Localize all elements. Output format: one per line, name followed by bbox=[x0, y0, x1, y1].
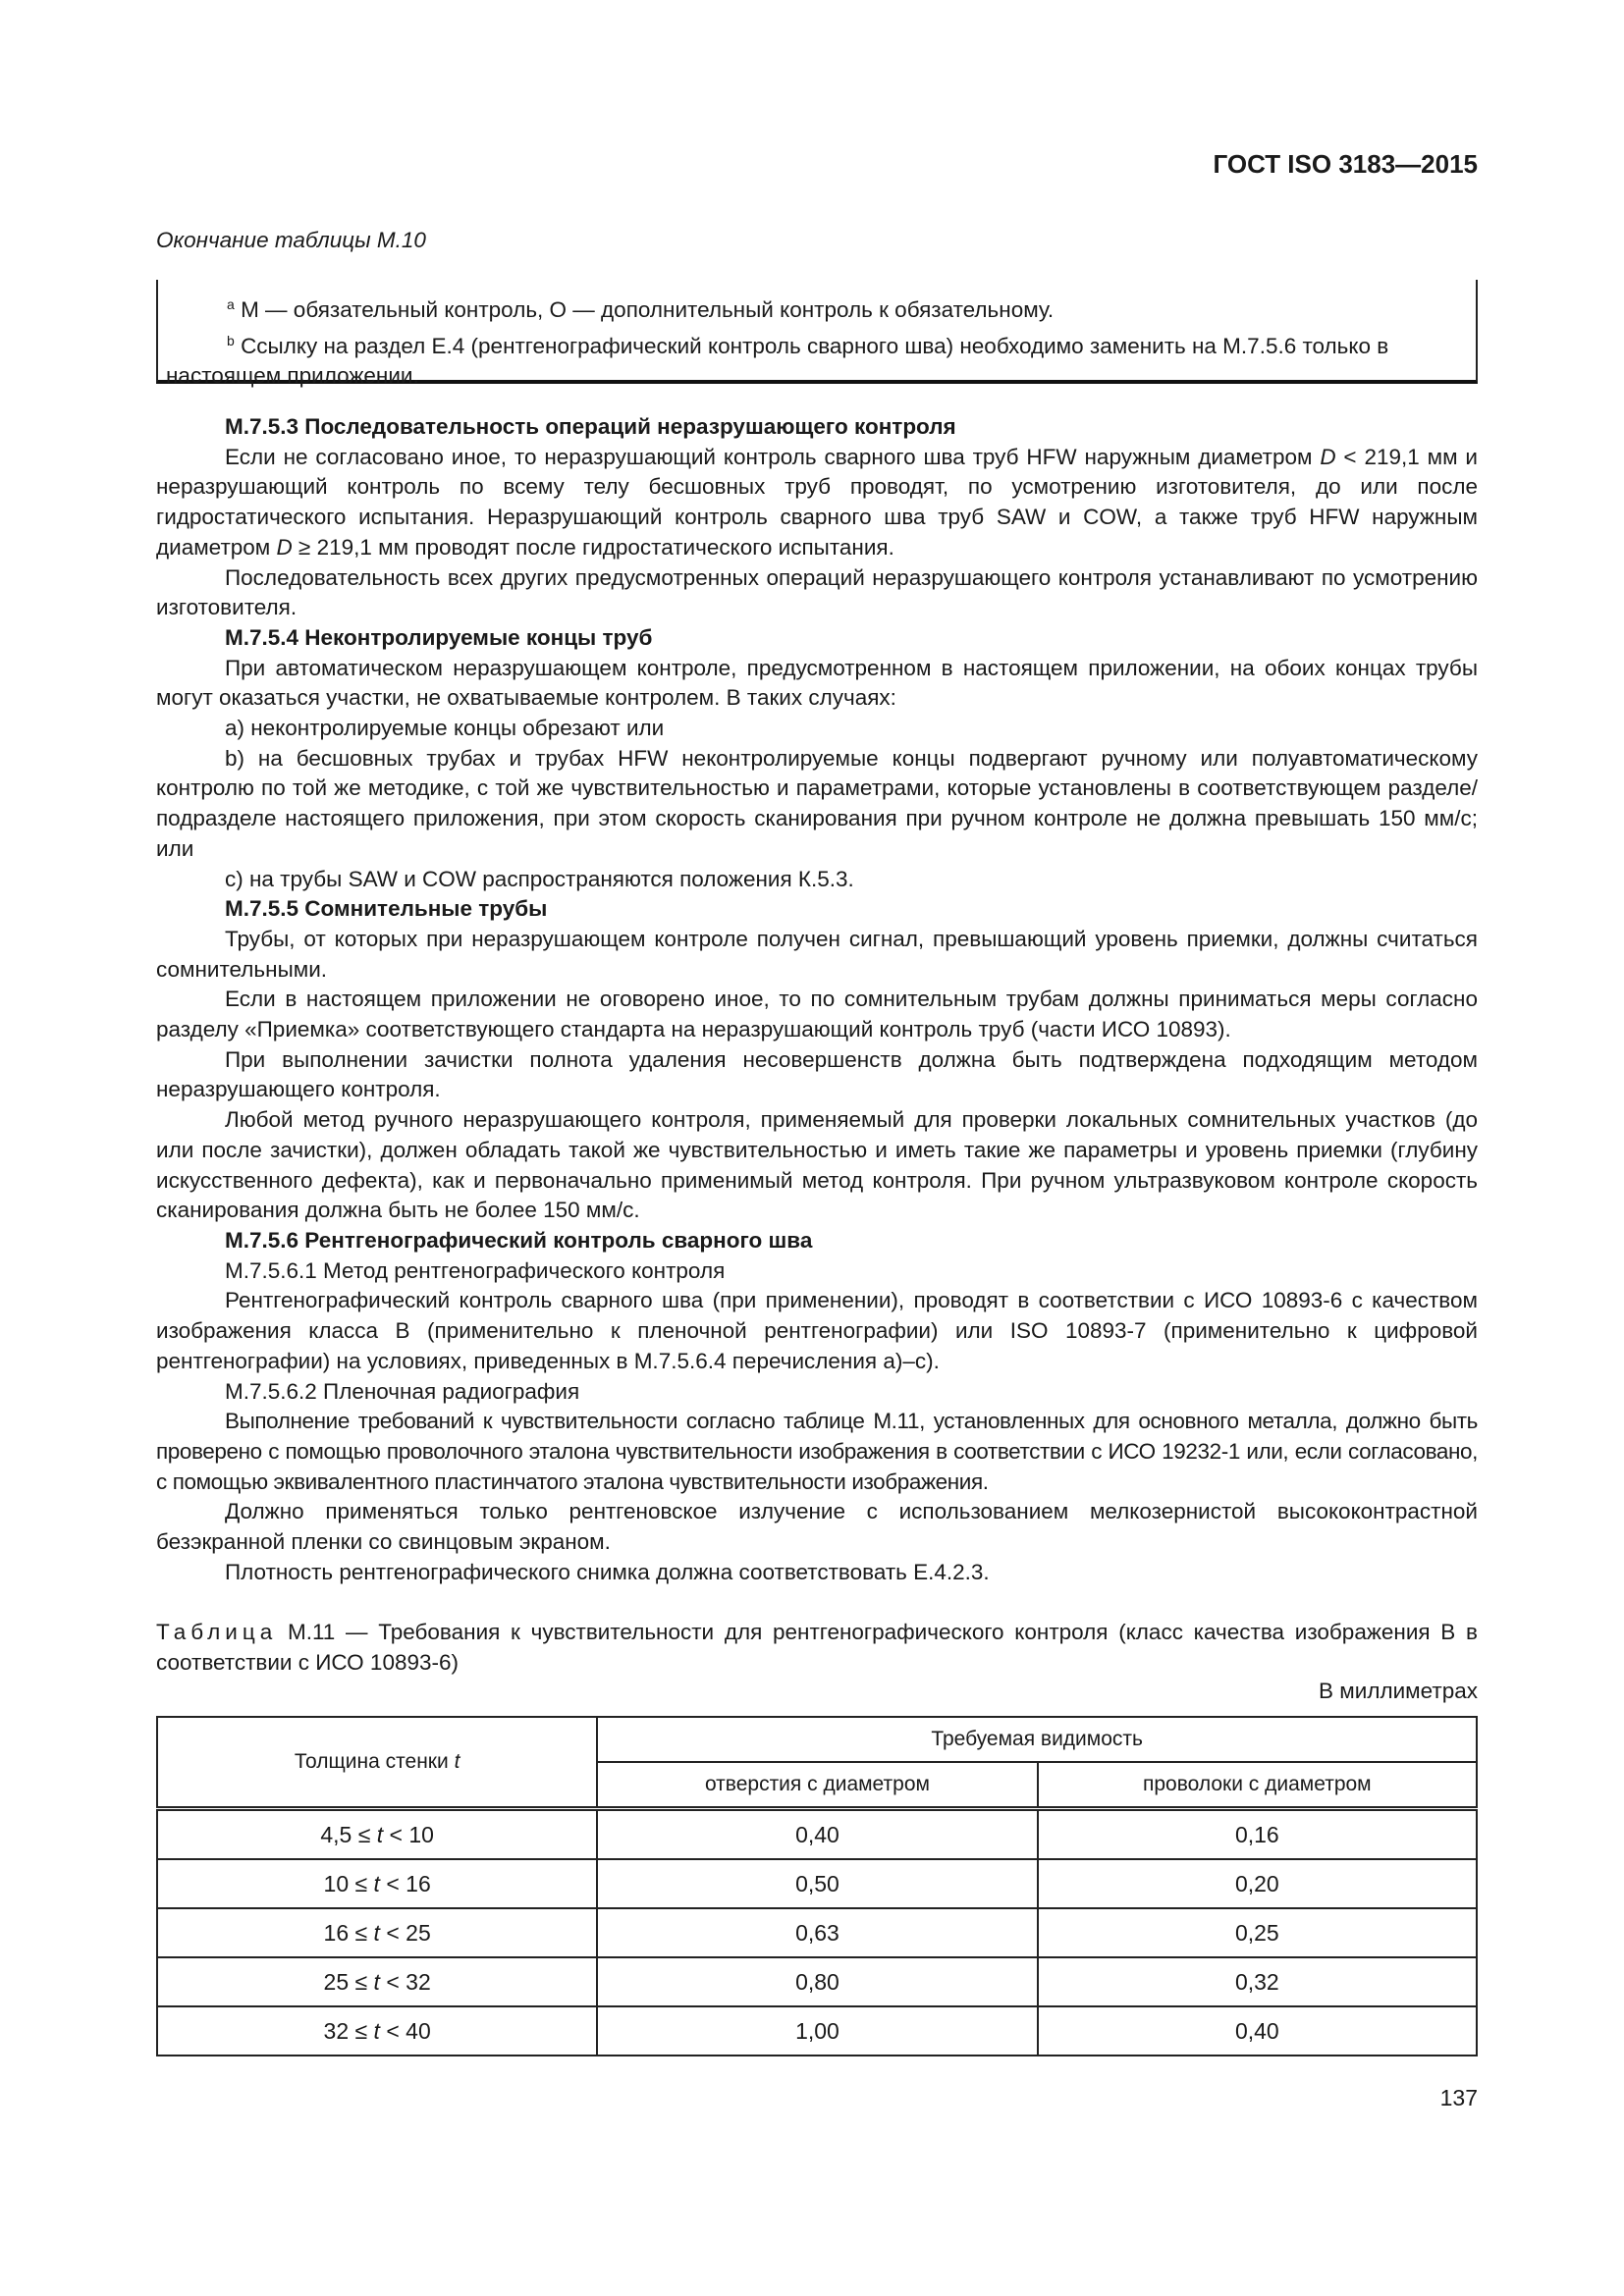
cell-wire: 0,40 bbox=[1038, 2006, 1477, 2056]
cell-thickness bbox=[157, 1809, 597, 1860]
paragraph: Любой метод ручного неразрушающего контроля, применяемый для проверки локальных сомнительных участков (до или после зачистки), должен обладать такой же чувствительностью и иметь такие же параметры и уровень приемки (глубину искусственного дефекта), как и первоначально применимый метод контроля. При ручном ультразвуковом контроле скорость сканирования должна быть не более 150 мм/с. bbox=[156, 1107, 1478, 1223]
symbol-t: t bbox=[373, 1870, 380, 1896]
table-unit: В миллиметрах bbox=[1319, 1679, 1478, 1703]
text: < 16 bbox=[379, 1870, 431, 1896]
text: 16 ≤ bbox=[323, 1919, 374, 1946]
header-hole-diameter: отверстия с диаметром bbox=[597, 1762, 1037, 1809]
text: 32 ≤ bbox=[323, 2017, 374, 2044]
subsection-heading: М.7.5.6.1 Метод рентгенографического контроля bbox=[225, 1257, 726, 1283]
text: 25 ≤ bbox=[323, 1968, 374, 1995]
paragraph: Трубы, от которых при неразрушающем контроле получен сигнал, превышающий уровень приемки, должны считаться сомнительными. bbox=[156, 926, 1478, 982]
section-heading: М.7.5.5 Сомнительные трубы bbox=[225, 896, 548, 922]
table-row bbox=[157, 1957, 1477, 2006]
text: < 10 bbox=[383, 1821, 434, 1847]
symbol-t: t bbox=[376, 1821, 384, 1847]
cell-thickness bbox=[157, 1908, 597, 1957]
table-row bbox=[157, 2006, 1477, 2056]
cell-wire: 0,32 bbox=[1038, 1957, 1477, 2006]
text: < 40 bbox=[379, 2017, 431, 2044]
cell-hole: 0,40 bbox=[597, 1809, 1037, 1860]
paragraph: Плотность рентгенографического снимка должна соответствовать Е.4.2.3. bbox=[225, 1559, 990, 1584]
cell-thickness bbox=[157, 1859, 597, 1908]
page-number: 137 bbox=[1439, 2085, 1478, 2110]
cell-wire: 0,20 bbox=[1038, 1859, 1477, 1908]
symbol-d: D bbox=[1320, 444, 1336, 469]
document-header: ГОСТ ISO 3183—2015 bbox=[1213, 149, 1478, 179]
symbol-t: t bbox=[373, 1968, 380, 1995]
table-footnotes bbox=[156, 280, 1478, 388]
cell-hole: 0,50 bbox=[597, 1859, 1037, 1908]
text: 10 ≤ bbox=[323, 1870, 374, 1896]
table-row bbox=[157, 1908, 1477, 1957]
list-item: a) неконтролируемые концы обрезают или bbox=[225, 716, 665, 741]
table-caption-text: М.11 — Требования к чувствительности для рентгенографического контроля (класс качества изображения В в соответствии с ИСО 10893-6) bbox=[156, 1620, 1478, 1675]
paragraph bbox=[156, 443, 1478, 563]
footnote-a bbox=[166, 290, 1468, 326]
paragraph: Последовательность всех других предусмотренных операций неразрушающего контроля устанавливают по усмотрению изготовителя. bbox=[156, 564, 1478, 620]
table-row bbox=[157, 1859, 1477, 1908]
cell-hole: 1,00 bbox=[597, 2006, 1037, 2056]
header-wire-diameter: проволоки с диаметром bbox=[1038, 1762, 1477, 1809]
cell-wire: 0,16 bbox=[1038, 1809, 1477, 1860]
paragraph: При автоматическом неразрушающем контроле, предусмотренном в настоящем приложении, на обоих концах трубы могут оказаться участки, не охватываемые контролем. В таких случаях: bbox=[156, 655, 1478, 711]
text: < 219,1 мм и неразрушающий контроль по всему телу бесшовных труб проводят, по усмотрению изготовителя, до или после гидростатического испытания. Неразрушающий контроль сварного шва труб SAW и COW, а также труб HFW наружным диаметром bbox=[156, 444, 1478, 560]
text: Толщина стенки bbox=[294, 1750, 455, 1773]
footnote-text: Ссылку на раздел Е.4 (рентгенографический контроль сварного шва) необходимо заменить на М.7.5.6 только в настоящем приложении. bbox=[166, 333, 1389, 388]
table-label: Таблица bbox=[156, 1620, 278, 1644]
section-heading: М.7.5.6 Рентгенографический контроль сварного шва bbox=[225, 1227, 813, 1253]
table-row bbox=[157, 1809, 1477, 1860]
table-caption bbox=[156, 1618, 1478, 1678]
paragraph: Должно применяться только рентгеновское излучение с использованием мелкозернистой высококонтрастной безэкранной пленки со свинцовым экраном. bbox=[156, 1499, 1478, 1555]
footnote-text: М — обязательный контроль, О — дополнительный контроль к обязательному. bbox=[241, 297, 1055, 322]
paragraph: При выполнении зачистки полнота удаления несовершенств должна быть подтверждена подходящим методом неразрушающего контроля. bbox=[156, 1046, 1478, 1102]
section-heading: М.7.5.4 Неконтролируемые концы труб bbox=[225, 624, 653, 650]
text: < 32 bbox=[379, 1968, 431, 1995]
symbol-d: D bbox=[276, 534, 293, 560]
list-item: b) на бесшовных трубах и трубах HFW неконтролируемые концы подвергают ручному или полуавтоматическому контролю по той же методике, с той же чувствительностью и параметрами, которые установлены в соответствующем разделе/подразделе настоящего приложения, при этом скорость сканирования при ручном контроле не должна превышать 150 мм/с; или bbox=[156, 745, 1478, 861]
text: 4,5 ≤ bbox=[320, 1821, 377, 1847]
section-heading: М.7.5.3 Последовательность операций неразрушающего контроля bbox=[225, 414, 956, 439]
footnote-mark: b bbox=[227, 332, 235, 348]
body-text bbox=[156, 412, 1478, 1587]
cell-thickness bbox=[157, 1957, 597, 2006]
paragraph: Рентгенографический контроль сварного шва (при применении), проводят в соответствии с ИСО 10893-6 с качеством изображения класса В (применительно к пленочной рентгенографии) или ISO 10893-7 (применительно к цифровой рентгенографии) на условиях, приведенных в М.7.5.6.4 перечисления а)–с). bbox=[156, 1288, 1478, 1373]
text: ≥ 219,1 мм проводят после гидростатического испытания. bbox=[292, 534, 894, 560]
symbol-t: t bbox=[373, 1919, 380, 1946]
header-required-visibility: Требуемая видимость bbox=[597, 1717, 1477, 1762]
header-wall-thickness bbox=[157, 1717, 597, 1809]
footnote-b bbox=[166, 326, 1468, 392]
cell-thickness bbox=[157, 2006, 597, 2056]
cell-hole: 0,63 bbox=[597, 1908, 1037, 1957]
paragraph: Если в настоящем приложении не оговорено иное, то по сомнительным трубам должны приниматься меры согласно разделу «Приемка» соответствующего стандарта на неразрушающий контроль труб (части ИСО 10893). bbox=[156, 987, 1478, 1042]
cell-wire: 0,25 bbox=[1038, 1908, 1477, 1957]
sensitivity-table bbox=[156, 1716, 1478, 2056]
table-continuation-label: Окончание таблицы М.10 bbox=[156, 228, 426, 252]
text: Если не согласовано иное, то неразрушающий контроль сварного шва труб HFW наружным диаметром bbox=[225, 444, 1321, 469]
symbol-t: t bbox=[454, 1750, 460, 1773]
cell-hole: 0,80 bbox=[597, 1957, 1037, 2006]
paragraph: Выполнение требований к чувствительности согласно таблице М.11, установленных для основного металла, должно быть проверено с помощью проволочного эталона чувствительности изображения в соответствии с ИСО 19232-1 или, если согласовано, с помощью эквивалентного пластинчатого эталона чувствительности изображения. bbox=[156, 1409, 1478, 1494]
subsection-heading: М.7.5.6.2 Пленочная радиография bbox=[225, 1378, 580, 1404]
text: < 25 bbox=[379, 1919, 431, 1946]
list-item: c) на трубы SAW и COW распространяются положения К.5.3. bbox=[225, 866, 854, 891]
footnote-mark: a bbox=[227, 296, 235, 312]
symbol-t: t bbox=[373, 2017, 380, 2044]
